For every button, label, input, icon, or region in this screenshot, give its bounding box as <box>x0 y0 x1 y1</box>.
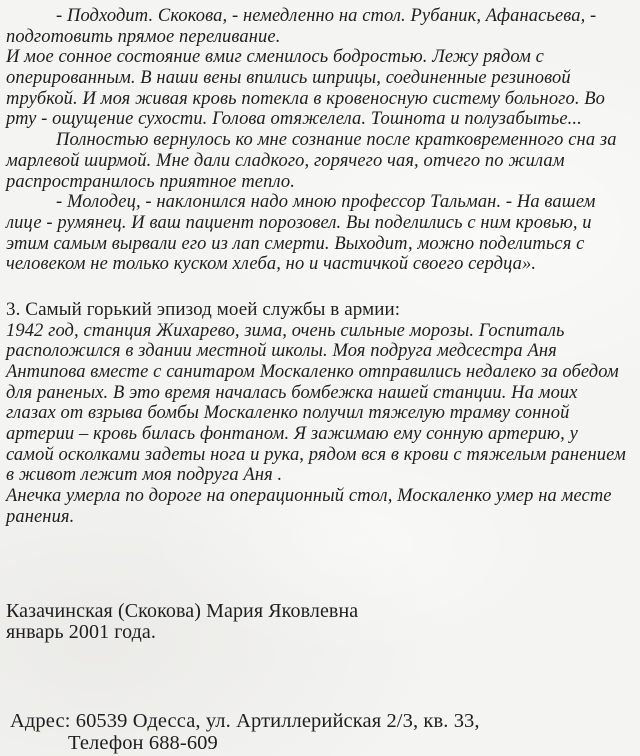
section-3-heading: 3. Самый горький эпизод моей службы в армии: <box>6 298 401 320</box>
memoir-line: Полностью вернулось ко мне сознание после кратковременного сна за <box>56 130 617 151</box>
memoir-line: - Молодец, - наклонился надо мною профессор Тальман. - На вашем <box>56 192 596 213</box>
section-3-line: артерии – кровь билась фонтаном. Я зажимаю ему сонную артерию, у <box>6 424 578 445</box>
section-3-line: Анечка умерла по дороге на операционный стол, Москаленко умер на месте <box>6 486 612 507</box>
memoir-line: человеком не только куском хлеба, но и частичкой своего сердца». <box>6 254 537 275</box>
memoir-line: подготовить прямое переливание. <box>6 26 281 47</box>
section-3-line: для раненых. В это время началась бомбежка нашей станции. На моих <box>6 382 578 403</box>
memoir-line: распространилось приятное тепло. <box>6 171 295 192</box>
section-3-line: глазах от взрыва бомбы Москаленко получил тяжелую трамву сонной <box>6 403 570 424</box>
contact-block <box>6 710 640 754</box>
signature-date: январь 2001 года. <box>6 621 156 643</box>
memoir-line: рту - ощущение сухости. Голова отяжелела. Тошнота и полузабытье... <box>6 109 582 130</box>
address-line: Адрес: 60539 Одесса, ул. Артиллерийская 2/3, кв. 33, <box>10 709 480 732</box>
memoir-line: оперированным. В наши вены впились шприцы, соединенные резиновой <box>6 68 571 89</box>
memoir-line: этим самым вырвали его из лап смерти. Выходит, можно поделиться с <box>6 233 585 254</box>
section-3-line: 1942 год, станция Жихарево, зима, очень сильные морозы. Госпиталь <box>6 320 565 341</box>
memoir-excerpt <box>6 6 640 275</box>
section-3-line: Антипова вместе с санитаром Москаленко отправились недалеко за обедом <box>6 362 619 382</box>
memoir-line: И мое сонное состояние вмиг сменилось бодростью. Лежу рядом с <box>6 47 544 68</box>
signature-name: Казачинская (Скокова) Мария Яковлевна <box>6 599 359 622</box>
section-3-line: самой осколками задеты нога и рука, рядом вся в крови с тяжелым ранением <box>6 444 626 465</box>
section-3 <box>6 300 640 528</box>
phone-line: Телефон 688-609 <box>68 731 218 754</box>
memoir-line: трубкой. И моя живая кровь потекла в кровеносную систему больного. Во <box>6 88 606 109</box>
memoir-line: - Подходит. Скокова, - немедленно на стол. Рубаник, Афанасьева, - <box>56 6 597 26</box>
memoir-line: лице - румянец. И ваш пациент порозовел. Вы поделились с ним кровью, и <box>6 212 592 233</box>
signature-block <box>6 601 640 644</box>
section-3-line: расположился в здании местной школы. Моя подруга медсестра Аня <box>6 341 557 362</box>
section-3-line: ранения. <box>6 506 75 527</box>
section-3-line: в живот лежит моя подруга Аня . <box>6 465 283 486</box>
memoir-line: марлевой ширмой. Мне дали сладкого, горячего чая, отчего по жилам <box>6 150 565 171</box>
